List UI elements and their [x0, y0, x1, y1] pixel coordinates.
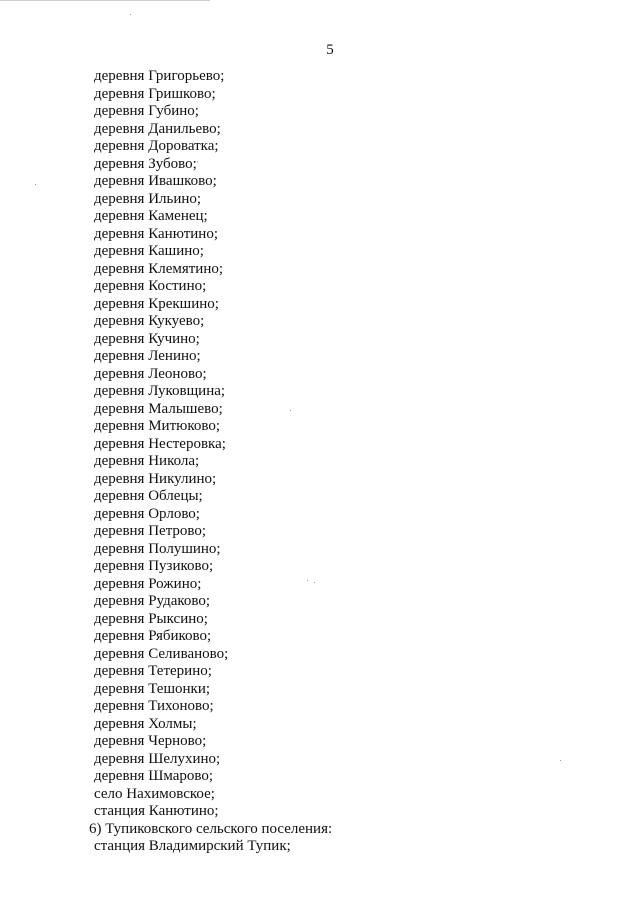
list-item: деревня Холмы; [94, 715, 197, 732]
list-item: деревня Митюково; [94, 418, 221, 434]
settlement-list [89, 68, 333, 856]
list-item: станция Владимирский Тупик; [94, 838, 291, 854]
scan-speck [307, 580, 308, 581]
list-item: деревня Черново; [94, 733, 207, 749]
list-item: деревня Рудаково; [94, 593, 211, 609]
list-item: деревня Луковщина; [94, 383, 226, 399]
list-item: деревня Кучино; [94, 330, 200, 347]
list-item: деревня Тихоново; [94, 698, 214, 714]
list-item: село Нахимовское; [94, 785, 215, 802]
list-item: деревня Ивашково; [94, 173, 217, 189]
list-item: деревня Пузиково; [94, 558, 214, 574]
list-item: деревня Никола; [94, 453, 200, 469]
list-item: деревня Каменец; [94, 208, 208, 224]
list-item: деревня Рябиково; [94, 628, 212, 644]
list-item: деревня Полушино; [94, 540, 221, 557]
list-item: станция Канютино; [94, 803, 219, 819]
scan-speck [35, 184, 36, 185]
list-item: деревня Ильино; [94, 190, 202, 207]
list-item: деревня Тешонки; [94, 680, 211, 697]
list-item: деревня Селиваново; [94, 645, 229, 662]
list-item: деревня Гришково; [94, 85, 216, 102]
scan-speck [560, 760, 561, 761]
section-heading: 6) Тупиковского сельского поселения: [89, 820, 333, 837]
scan-speck [130, 14, 131, 15]
list-item: деревня Зубово; [94, 155, 197, 172]
scan-edge-line [0, 0, 210, 1]
list-item: деревня Орлово; [94, 505, 200, 522]
list-item: деревня Кукуево; [94, 313, 205, 329]
list-item: деревня Шмарово; [94, 768, 214, 784]
list-item: деревня Губино; [94, 103, 199, 119]
list-item: деревня Облецы; [94, 488, 203, 504]
list-item: деревня Костино; [94, 278, 207, 294]
list-item: деревня Рыксино; [94, 610, 208, 627]
list-item: деревня Нестеровка; [94, 435, 226, 452]
scan-speck [290, 410, 291, 411]
list-item: деревня Канютино; [94, 225, 218, 242]
list-item: деревня Дороватка; [94, 138, 219, 154]
list-item: деревня Никулино; [94, 470, 217, 487]
list-item: деревня Рожино; [94, 575, 202, 592]
list-item: деревня Шелухино; [94, 750, 221, 767]
list-item: деревня Клемятино; [94, 260, 224, 277]
list-item: деревня Кашино; [94, 243, 204, 259]
list-item: деревня Петрово; [94, 523, 207, 539]
list-item: деревня Леоново; [94, 365, 207, 382]
list-item: деревня Григорьево; [94, 68, 225, 84]
page-number: 5 [326, 42, 334, 58]
scan-speck [314, 582, 315, 583]
list-item: деревня Крекшино; [94, 295, 219, 312]
scan-speck [197, 161, 198, 162]
list-item: деревня Ленино; [94, 348, 201, 364]
list-item: деревня Тетерино; [94, 663, 212, 679]
list-item: деревня Данильево; [94, 120, 221, 137]
list-item: деревня Малышево; [94, 400, 223, 417]
